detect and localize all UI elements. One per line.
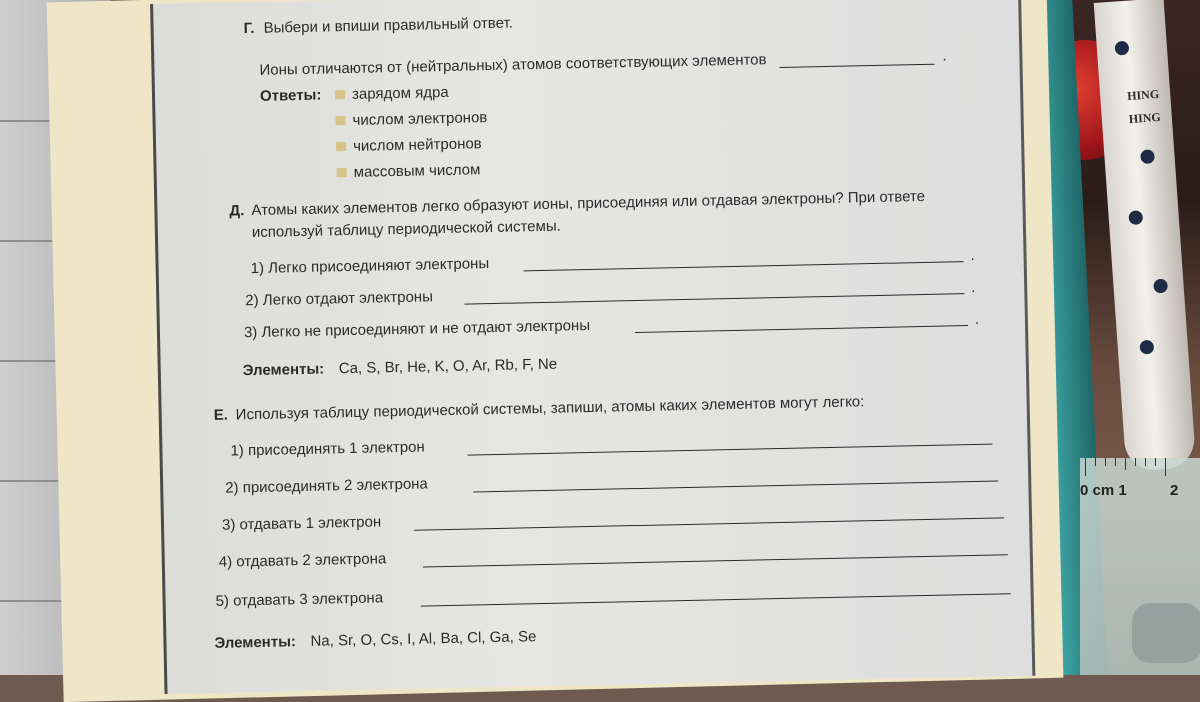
pen-text: HING	[1126, 86, 1160, 104]
pen-text: HING	[1128, 109, 1162, 127]
ruler-tick	[1165, 458, 1166, 476]
answer-line-e5[interactable]	[421, 593, 1011, 606]
ruler-tick	[1115, 458, 1116, 466]
option-text: массовым числом	[353, 161, 481, 181]
ruler-unit: 0 cm 1	[1080, 482, 1127, 499]
pen-pattern	[1153, 279, 1168, 294]
section-g-question: Ионы отличаются от (нейтральных) атомов соответствующих элементов	[259, 51, 767, 79]
section-d-label: Д.	[229, 202, 245, 220]
answer-line-e2[interactable]	[473, 480, 998, 492]
section-d-item: 1) Легко присоединяют электроны	[250, 255, 490, 278]
answer-line-d3[interactable]	[635, 325, 968, 333]
pen-label	[1120, 79, 1168, 136]
pen-pattern	[1140, 149, 1155, 164]
answers-label: Ответы:	[259, 86, 322, 105]
section-e-item: 2) присоединять 2 электрона	[225, 475, 428, 497]
ruler	[1080, 458, 1200, 675]
section-e-item: 5) отдавать 3 электрона	[215, 589, 384, 610]
answer-line-g[interactable]	[780, 64, 935, 68]
section-g-label: Г.	[243, 19, 255, 38]
ruler-cutout	[1132, 603, 1200, 663]
section-g-instruction: Выбери и впиши правильный ответ.	[263, 14, 514, 37]
pen-pattern	[1128, 210, 1143, 225]
ruler-tick	[1135, 458, 1136, 466]
answer-line-d1[interactable]	[524, 261, 964, 271]
section-d-item: 2) Легко отдают электроны	[245, 288, 434, 310]
option-checkbox[interactable]	[336, 142, 346, 151]
section-d-question-line2: используй таблицу периодической системы.	[251, 217, 561, 242]
answer-line-e3[interactable]	[414, 517, 1004, 530]
option-text: числом электронов	[352, 109, 488, 129]
period: .	[974, 310, 980, 328]
elements-label: Элементы:	[214, 633, 297, 652]
elements-list: Ca, S, Br, He, K, O, Ar, Rb, F, Ne	[338, 355, 558, 378]
answer-line-e4[interactable]	[423, 554, 1008, 567]
ruler-tick	[1155, 458, 1156, 466]
section-e-item: 1) присоединять 1 электрон	[230, 438, 425, 460]
section-e-item: 3) отдавать 1 электрон	[221, 513, 382, 534]
worksheet-page	[150, 0, 1035, 694]
ruler-tick	[1085, 458, 1086, 476]
option-text: зарядом ядра	[351, 83, 449, 103]
option-text: числом нейтронов	[352, 135, 482, 155]
ruler-tick	[1145, 458, 1146, 466]
period: .	[970, 246, 975, 264]
ruler-mark: 2	[1170, 482, 1179, 499]
option-checkbox[interactable]	[335, 116, 345, 125]
answer-line-d2[interactable]	[464, 293, 964, 304]
ruler-tick	[1095, 458, 1096, 466]
elements-label: Элементы:	[242, 360, 325, 380]
elements-list: Na, Sr, O, Cs, I, Al, Ba, Cl, Ga, Se	[310, 628, 537, 650]
pen-pattern	[1114, 41, 1129, 56]
option-checkbox[interactable]	[335, 90, 345, 99]
pen-pattern	[1139, 340, 1154, 355]
option-checkbox[interactable]	[337, 168, 347, 177]
period: .	[971, 278, 976, 296]
section-e-item: 4) отдавать 2 электрона	[218, 550, 387, 571]
period: .	[942, 47, 947, 65]
ruler-tick	[1105, 458, 1106, 466]
section-d-item: 3) Легко не присоединяют и не отдают электроны	[243, 316, 591, 342]
section-e-question: Используя таблицу периодической системы, запиши, атомы каких элементов могут легко:	[235, 393, 865, 424]
section-d-question-line1: Атомы каких элементов легко образуют ионы, присоединяя или отдавая электроны? При ответе	[251, 187, 926, 220]
ruler-tick	[1125, 458, 1126, 470]
answer-line-e1[interactable]	[468, 444, 993, 456]
section-e-label: Е.	[213, 406, 229, 424]
